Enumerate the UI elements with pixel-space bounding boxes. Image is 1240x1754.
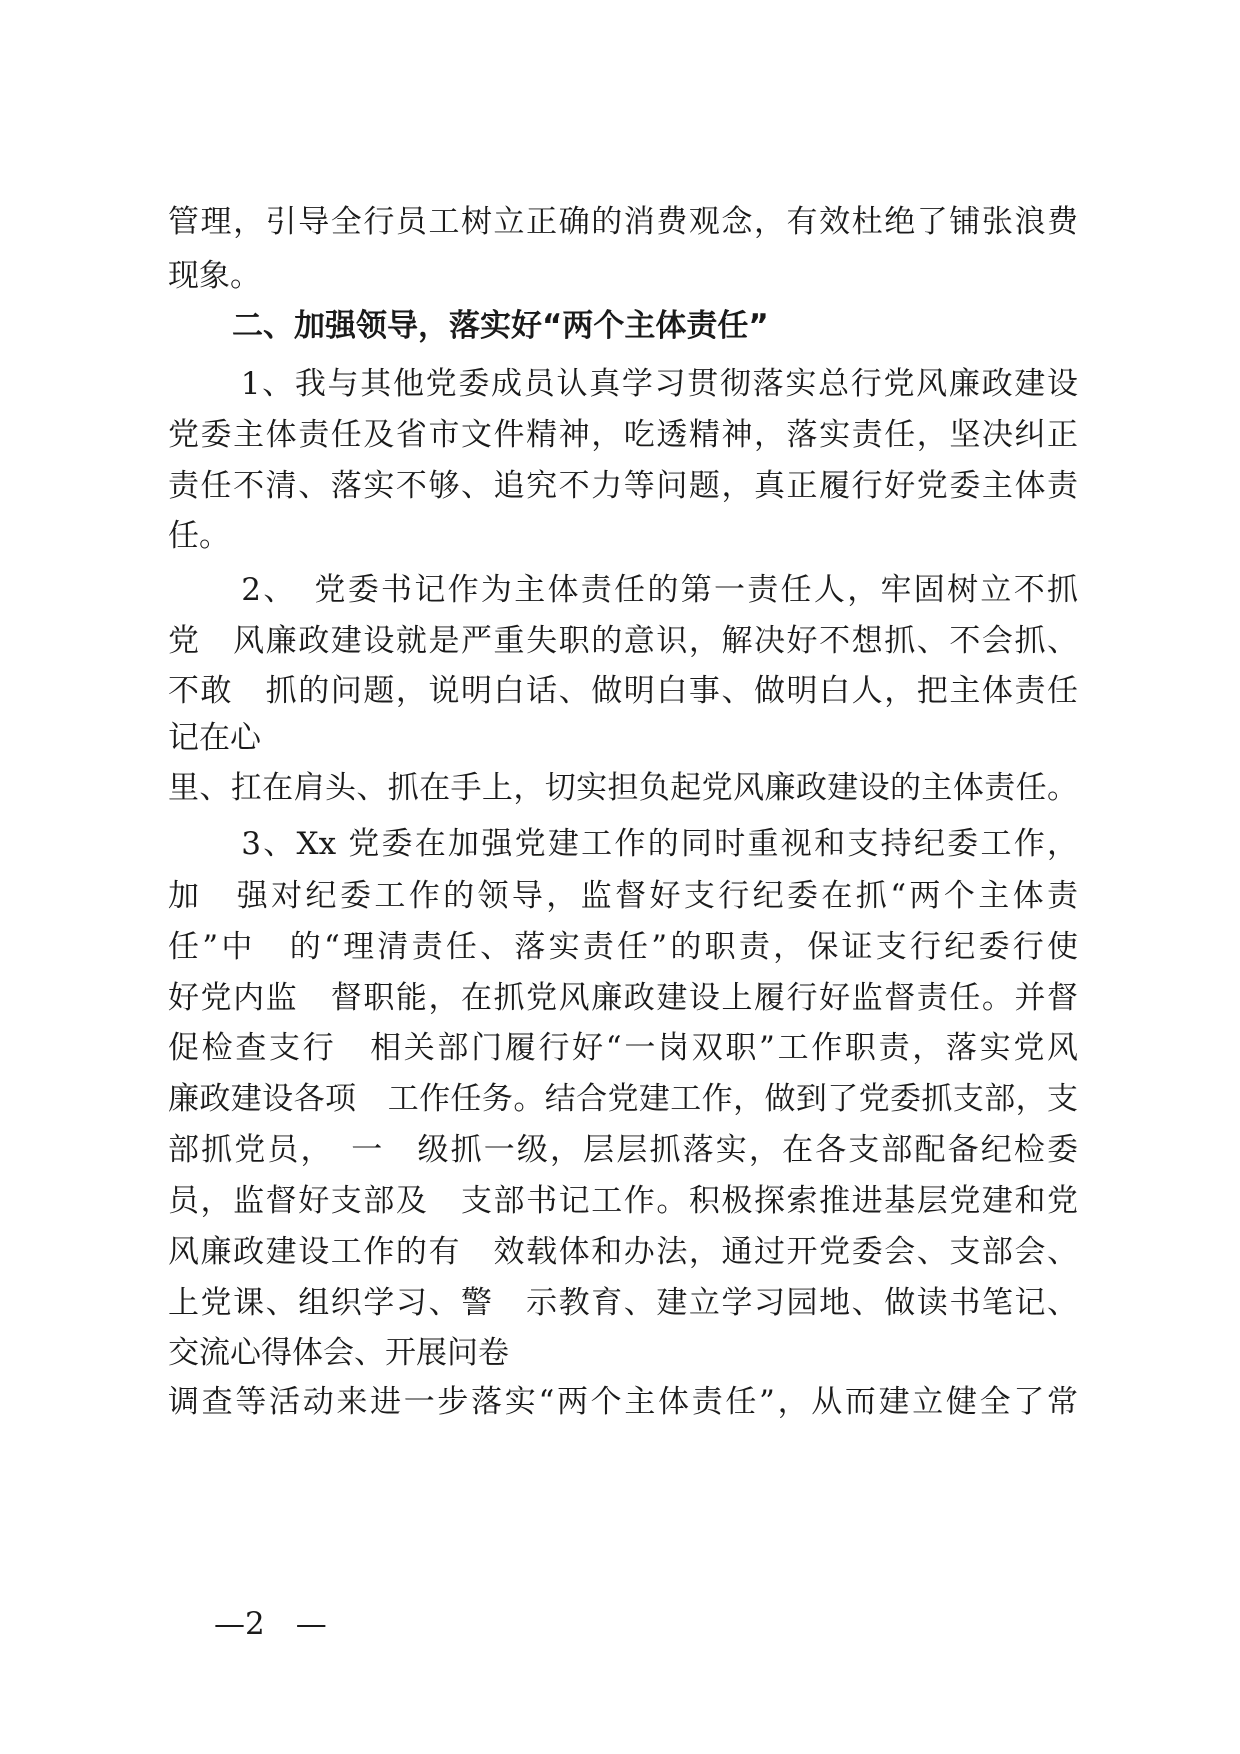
- body-line: 部抓党员， 一 级抓一级，层层抓落实，在各支部配备纪检委: [168, 1132, 1078, 1168]
- body-line: 党 风廉政建设就是严重失职的意识，解决好不想抓、不会抓、: [168, 623, 1078, 659]
- body-line: 里、扛在肩头、抓在手上，切实担负起党风廉政建设的主体责任。: [168, 770, 1078, 806]
- body-line: 责任不清、落实不够、追究不力等问题，真正履行好党委主体责: [168, 468, 1078, 504]
- body-line: 记在心: [168, 720, 261, 756]
- body-line: 交流心得体会、开展问卷: [168, 1335, 509, 1371]
- body-line: 3、Xx 党委在加强党建工作的同时重视和支持纪委工作，: [208, 826, 1078, 862]
- body-line: 调查等活动来进一步落实“两个主体责任”，从而建立健全了常: [168, 1384, 1078, 1420]
- body-line: 现象。: [168, 258, 261, 294]
- body-line: 管理，引导全行员工树立正确的消费观念，有效杜绝了铺张浪费: [168, 204, 1078, 240]
- body-line: 好党内监 督职能，在抓党风廉政建设上履行好监督责任。并督: [168, 980, 1078, 1016]
- section-heading: 二、加强领导，落实好“两个主体责任”: [232, 308, 769, 344]
- body-line: 员，监督好支部及 支部书记工作。积极探索推进基层党建和党: [168, 1183, 1078, 1219]
- body-line: 廉政建设各项 工作任务。结合党建工作，做到了党委抓支部，支: [168, 1081, 1078, 1117]
- body-line: 促检查支行 相关部门履行好“一岗双职”工作职责，落实党风: [168, 1030, 1078, 1066]
- body-line: 加 强对纪委工作的领导，监督好支行纪委在抓“两个主体责: [168, 878, 1078, 914]
- body-line: 2、 党委书记作为主体责任的第一责任人，牢固树立不抓: [208, 572, 1078, 608]
- body-line: 任。: [168, 518, 230, 554]
- body-line: 党委主体责任及省市文件精神，吃透精神，落实责任，坚决纠正: [168, 417, 1078, 453]
- body-line: 1、我与其他党委成员认真学习贯彻落实总行党风廉政建设: [208, 366, 1078, 402]
- body-line: 不敢 抓的问题，说明白话、做明白事、做明白人，把主体责任: [168, 673, 1078, 709]
- page-number: —2 —: [214, 1606, 327, 1642]
- body-line: 任”中 的“理清责任、落实责任”的职责，保证支行纪委行使: [168, 929, 1078, 965]
- body-line: 上党课、组织学习、警 示教育、建立学习园地、做读书笔记、: [168, 1285, 1078, 1321]
- body-line: 风廉政建设工作的有 效载体和办法，通过开党委会、支部会、: [168, 1234, 1078, 1270]
